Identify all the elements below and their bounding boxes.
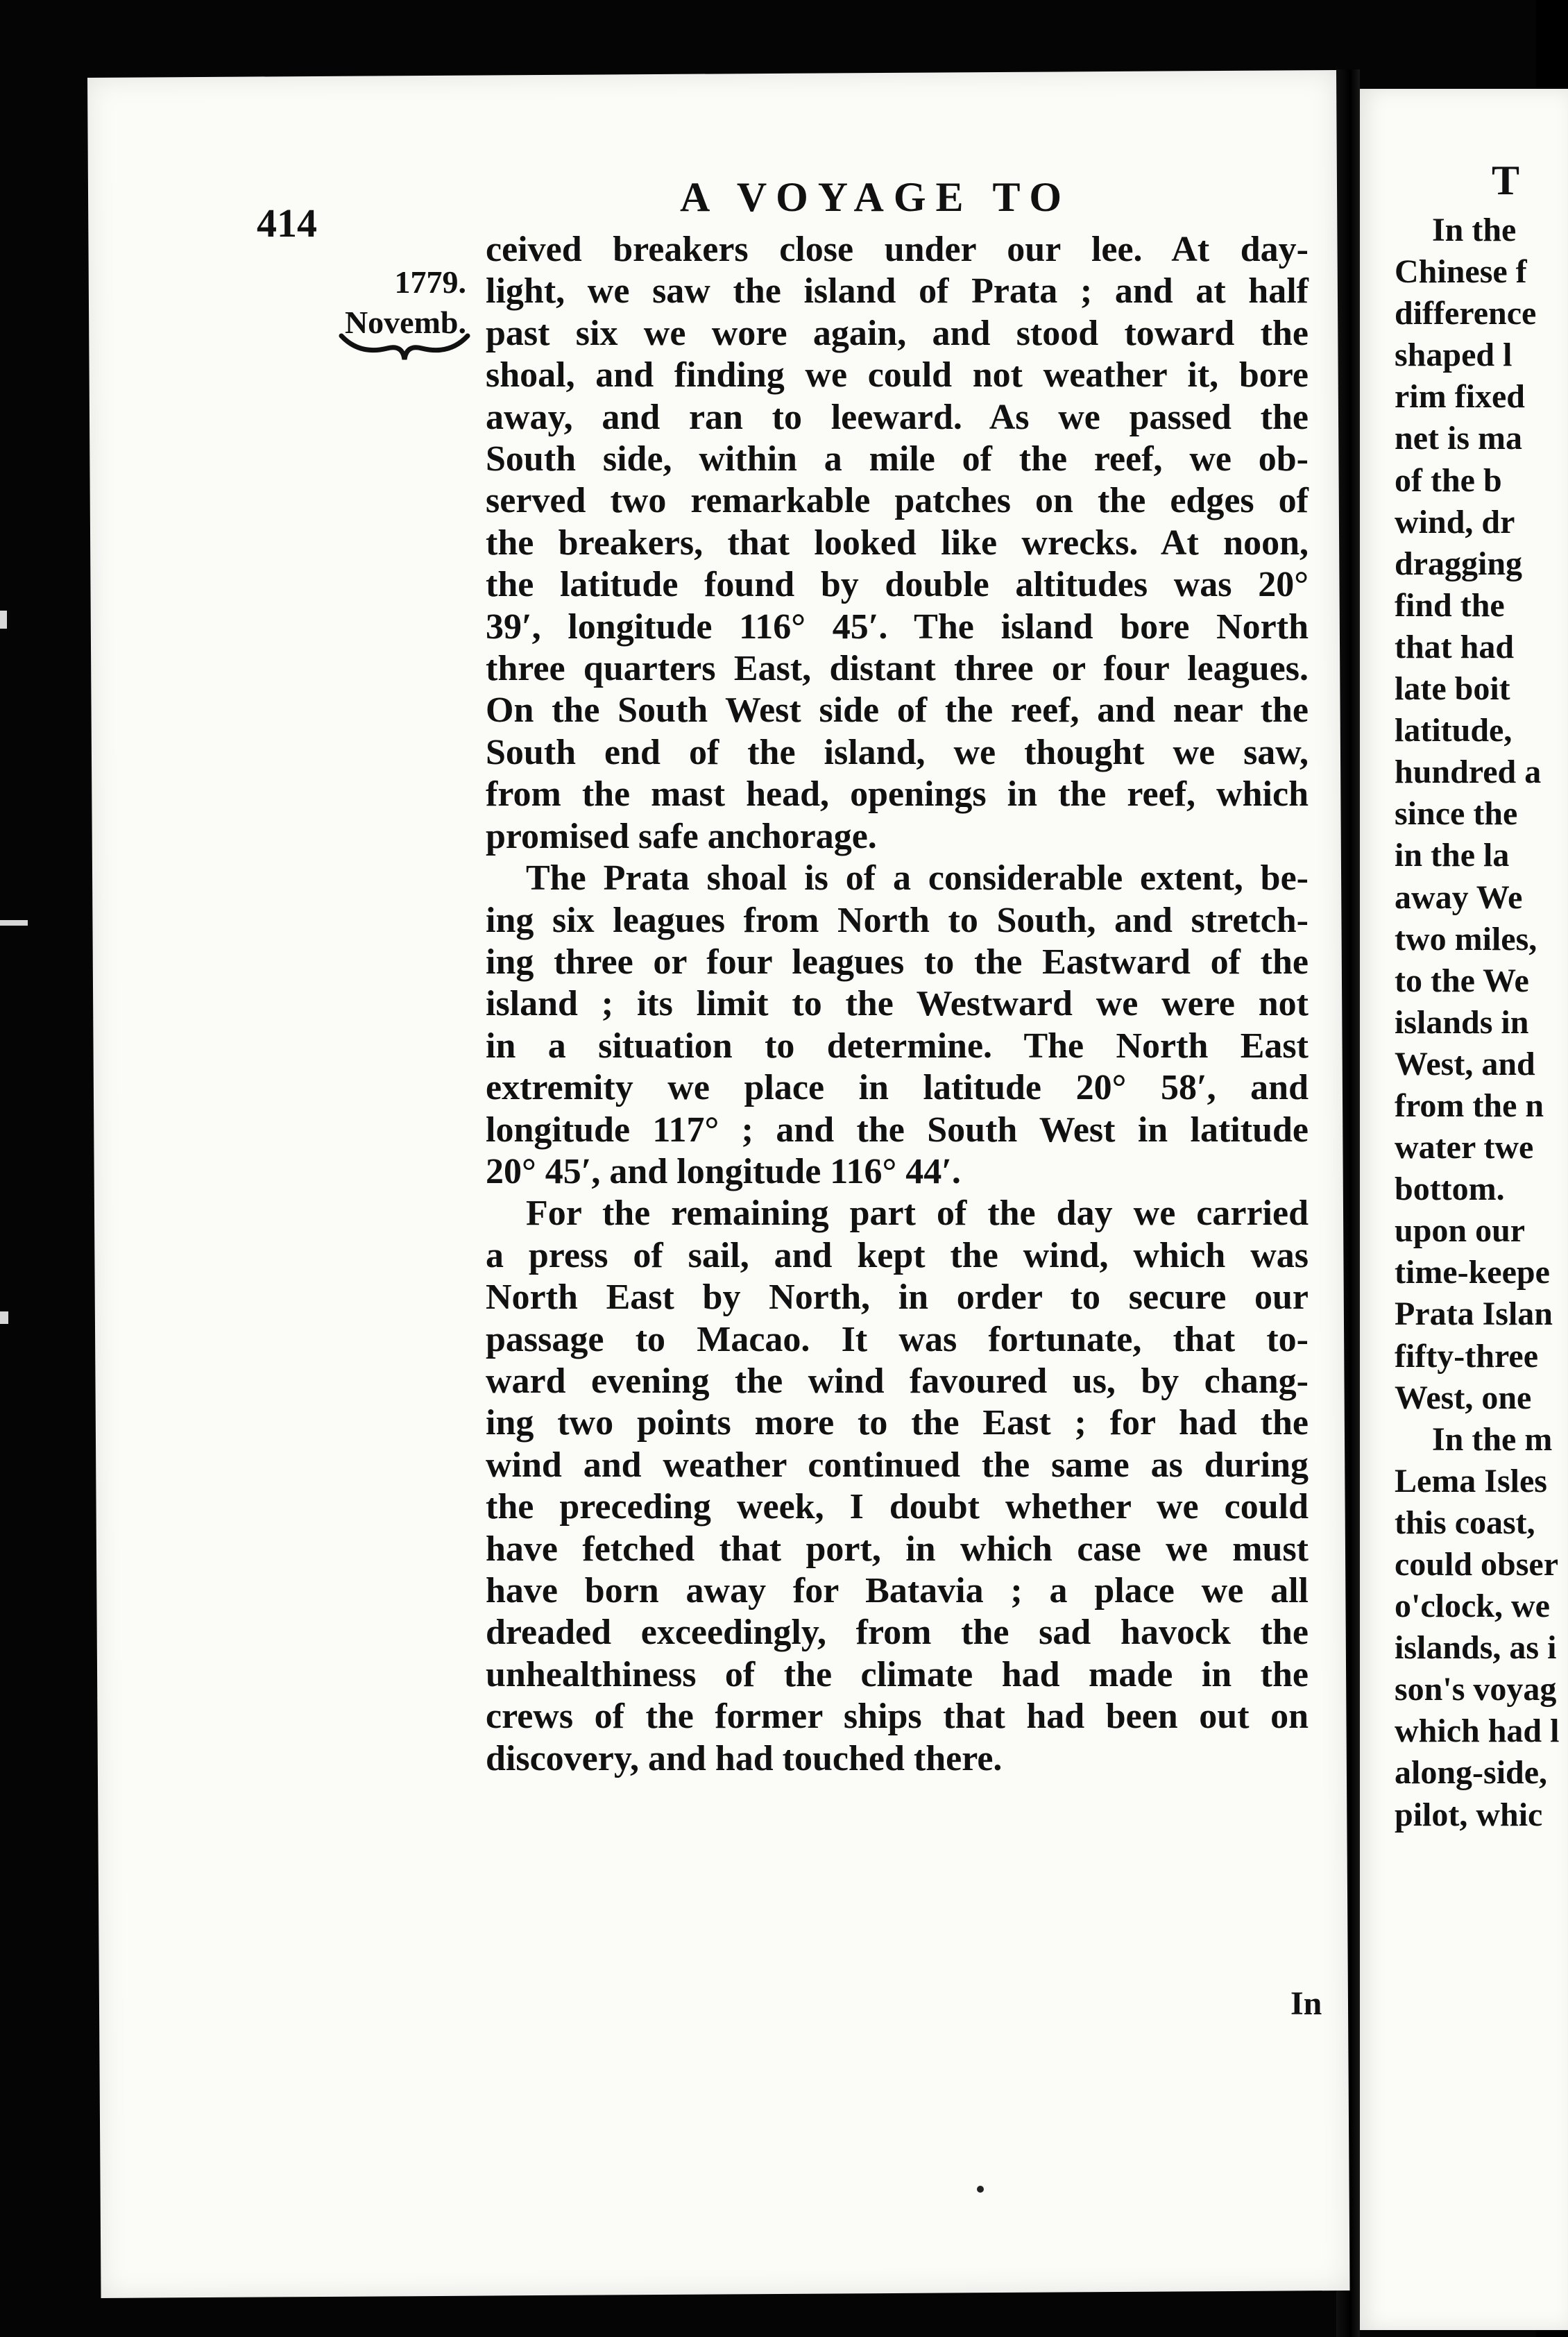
right-page-line: late boit bbox=[1395, 670, 1510, 708]
right-page-line: islands in bbox=[1395, 1003, 1529, 1041]
text-line: On the South West side of the reef, and near the bbox=[486, 690, 1309, 731]
text-line: passage to Macao. It was fortunate, that to- bbox=[486, 1319, 1309, 1359]
right-page-line: in the la bbox=[1395, 837, 1510, 874]
right-page-line: upon our bbox=[1395, 1212, 1526, 1250]
right-page-line: fifty-three bbox=[1395, 1337, 1538, 1375]
text-line: crews of the former ships that had been out on bbox=[486, 1697, 1309, 1737]
text-line: promised safe anchorage. bbox=[486, 816, 877, 856]
text-line: shoal, and finding we could not weather it, bore bbox=[486, 355, 1309, 396]
right-page-line: bottom. bbox=[1395, 1171, 1505, 1208]
right-page-line: West, one bbox=[1395, 1379, 1532, 1416]
text-line: South side, within a mile of the reef, we ob- bbox=[486, 439, 1309, 479]
right-page-line: since the bbox=[1395, 795, 1518, 833]
text-line: extremity we place in latitude 20° 58′, and bbox=[486, 1068, 1309, 1108]
right-page-running-head: T bbox=[1492, 158, 1520, 203]
page-number: 414 bbox=[257, 201, 317, 246]
binding-speck bbox=[0, 611, 7, 629]
text-line: ward evening the wind favoured us, by chang- bbox=[486, 1361, 1309, 1401]
right-page-line: hundred a bbox=[1395, 754, 1542, 791]
body-text bbox=[486, 229, 1309, 1780]
right-page-line: find the bbox=[1395, 586, 1505, 624]
text-line: a press of sail, and kept the wind, which was bbox=[486, 1235, 1309, 1275]
text-line: 20° 45′, and longitude 116° 44′. bbox=[486, 1151, 961, 1191]
text-line: discovery, and had touched there. bbox=[486, 1738, 1003, 1778]
text-line: the latitude found by double altitudes was 20° bbox=[486, 565, 1309, 605]
right-page-line: two miles, bbox=[1395, 920, 1537, 958]
right-page-line: Lema Isles bbox=[1395, 1462, 1547, 1499]
right-page-line: which had l bbox=[1395, 1713, 1560, 1750]
text-line: three quarters East, distant three or four leagues. bbox=[486, 649, 1309, 689]
running-head: A VOYAGE TO bbox=[680, 174, 1072, 220]
margin-note-month: Novemb. bbox=[344, 305, 466, 340]
right-page-line: rim fixed bbox=[1395, 378, 1525, 416]
right-page-line: away We bbox=[1395, 878, 1523, 916]
text-line: unhealthiness of the climate had made in the bbox=[486, 1654, 1309, 1694]
right-page-line: o'clock, we bbox=[1395, 1588, 1550, 1625]
right-page-line: latitude, bbox=[1395, 712, 1512, 749]
text-line: light, we saw the island of Prata ; and at half bbox=[486, 271, 1309, 312]
text-line: have born away for Batavia ; a place we all bbox=[486, 1571, 1309, 1611]
right-page-line: water twe bbox=[1395, 1129, 1534, 1166]
catchword: In bbox=[1290, 1985, 1322, 2022]
right-page-line: dragging bbox=[1395, 545, 1523, 582]
text-line: ing two points more to the East ; for had the bbox=[486, 1403, 1309, 1443]
text-line: The Prata shoal is of a considerable extent, be- bbox=[526, 858, 1309, 899]
right-page-text bbox=[1395, 210, 1560, 1836]
right-page-line: In the m bbox=[1432, 1420, 1553, 1458]
text-line: For the remaining part of the day we carried bbox=[526, 1193, 1309, 1234]
text-line: from the mast head, openings in the reef, which bbox=[486, 774, 1309, 815]
paragraph bbox=[486, 229, 1309, 858]
text-line: have fetched that port, in which case we must bbox=[486, 1529, 1309, 1569]
text-line: served two remarkable patches on the edges of bbox=[486, 481, 1309, 521]
margin-note-year: 1779. bbox=[394, 264, 466, 300]
text-line: 39′, longitude 116° 45′. The island bore North bbox=[486, 606, 1309, 647]
right-page-line: along-side, bbox=[1395, 1754, 1548, 1792]
text-line: island ; its limit to the Westward we were not bbox=[486, 984, 1309, 1024]
ink-dot bbox=[977, 2186, 984, 2193]
brace-flourish-icon bbox=[339, 330, 470, 364]
text-line: ing three or four leagues to the Eastward of the bbox=[486, 942, 1309, 982]
right-page-line: islands, as i bbox=[1395, 1629, 1557, 1667]
text-line: wind and weather continued the same as during bbox=[486, 1445, 1309, 1485]
right-page-line: could obser bbox=[1395, 1546, 1559, 1583]
text-line: in a situation to determine. The North East bbox=[486, 1026, 1309, 1066]
text-line: away, and ran to leeward. As we passed the bbox=[486, 397, 1309, 437]
right-page-line: this coast, bbox=[1395, 1504, 1535, 1541]
text-line: North East by North, in order to secure our bbox=[486, 1277, 1309, 1318]
right-page-line: from the n bbox=[1395, 1087, 1544, 1124]
text-line: longitude 117° ; and the South West in latitude bbox=[486, 1110, 1309, 1150]
right-page-line: that had bbox=[1395, 628, 1515, 665]
right-page-line: time-keepe bbox=[1395, 1254, 1550, 1291]
right-page-line: son's voyag bbox=[1395, 1671, 1557, 1708]
text-line: dreaded exceedingly, from the sad havock the bbox=[486, 1613, 1309, 1653]
right-page-line: net is ma bbox=[1395, 420, 1522, 457]
right-page-line: Chinese f bbox=[1395, 253, 1527, 291]
right-page-line: West, and bbox=[1395, 1045, 1535, 1082]
text-line: ceived breakers close under our lee. At day- bbox=[486, 230, 1309, 269]
text-line: the preceding week, I doubt whether we could bbox=[486, 1487, 1309, 1527]
right-page-line: to the We bbox=[1395, 962, 1529, 999]
text-line: past six we wore again, and stood toward the bbox=[486, 313, 1309, 353]
right-page-line: shaped l bbox=[1395, 337, 1512, 374]
text-line: the breakers, that looked like wrecks. At noon, bbox=[486, 522, 1309, 563]
right-page-line: Prata Islan bbox=[1395, 1295, 1553, 1333]
right-page-line: In the bbox=[1432, 212, 1517, 248]
paragraph bbox=[486, 1193, 1309, 1780]
right-page-line: difference bbox=[1395, 295, 1537, 332]
right-page-line: of the b bbox=[1395, 461, 1502, 499]
right-page-line: wind, dr bbox=[1395, 503, 1515, 541]
text-line: South end of the island, we thought we saw, bbox=[486, 732, 1309, 772]
text-line: ing six leagues from North to South, and stretch- bbox=[486, 900, 1309, 940]
paragraph bbox=[486, 858, 1309, 1193]
right-page-line: pilot, whic bbox=[1395, 1796, 1543, 1833]
binding-speck bbox=[0, 920, 28, 926]
binding-speck bbox=[0, 1311, 8, 1324]
